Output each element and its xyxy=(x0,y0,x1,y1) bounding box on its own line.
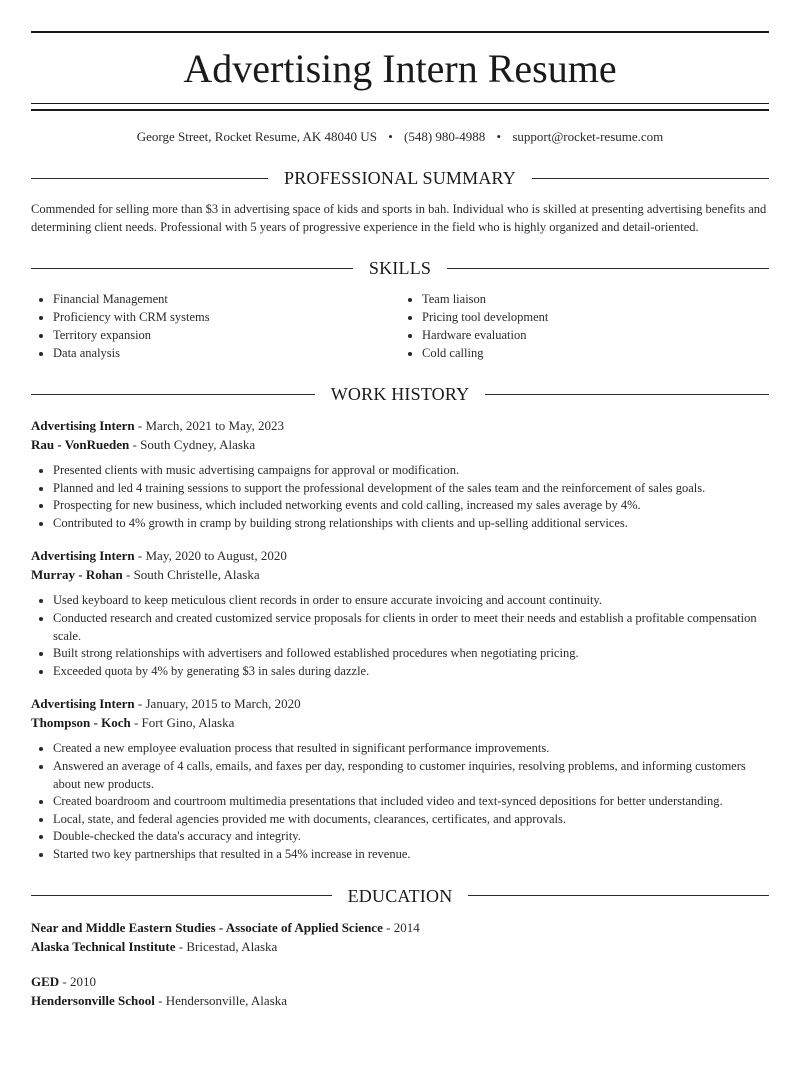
job-bullet: • Answered an average of 4 calls, emails, and faxes per day, responding to customer inquiries, resolving problems, and informing customers about new products. xyxy=(53,758,769,793)
job-entry xyxy=(31,416,769,532)
school: Hendersonville School xyxy=(31,992,155,1008)
school-line xyxy=(31,937,769,956)
section-header-education xyxy=(31,884,769,908)
section-title: PROFESSIONAL SUMMARY xyxy=(284,168,516,188)
job-dates: May, 2020 to August, 2020 xyxy=(145,548,287,564)
divider-line xyxy=(31,178,268,179)
job-bullet: • Double-checked the data's accuracy and integrity. xyxy=(53,828,769,846)
section-title: EDUCATION xyxy=(347,885,453,906)
education-entry xyxy=(31,972,769,1010)
job-bullet: • Started two key partnerships that resulted in a 54% increase in revenue. xyxy=(53,846,769,864)
divider-line xyxy=(485,394,769,395)
dash: - xyxy=(382,919,394,935)
job-bullet: • Contributed to 4% growth in cramp by building strong relationships with clients and up-selling additional services. xyxy=(53,515,769,533)
degree-line xyxy=(31,972,769,991)
job-bullet: • Created boardroom and courtroom multimedia presentations that included video and text-synced depositions for better understanding. xyxy=(53,793,769,811)
job-role: Advertising Intern xyxy=(31,548,135,564)
skill-item: • Data analysis xyxy=(53,344,400,362)
job-bullets xyxy=(31,462,769,532)
dash: - xyxy=(134,418,146,433)
skill-item: • Team liaison xyxy=(422,290,769,308)
degree-line xyxy=(31,918,769,937)
contact-email: support@rocket-resume.com xyxy=(512,129,664,144)
dash: - xyxy=(122,567,134,583)
job-title-line xyxy=(31,416,769,435)
job-company-line xyxy=(31,713,769,732)
bullet-separator: • xyxy=(388,129,393,144)
job-location: South Cydney, Alaska xyxy=(140,437,256,452)
job-bullet: • Created a new employee evaluation process that resulted in significant performance improvements. xyxy=(53,740,769,758)
divider-line xyxy=(31,268,353,269)
job-role: Advertising Intern xyxy=(31,696,135,712)
job-bullets xyxy=(31,740,769,863)
job-company: Rau - VonRueden xyxy=(31,437,130,452)
job-dates: March, 2021 to May, 2023 xyxy=(145,418,285,433)
divider-line xyxy=(31,394,315,395)
job-bullet: • Built strong relationships with advertisers and followed established procedures when negotiating pricing. xyxy=(53,645,769,663)
title-double-rule xyxy=(31,103,769,111)
skills-column-left xyxy=(31,290,400,362)
dash: - xyxy=(129,437,141,452)
contact-line xyxy=(31,128,769,146)
skills-column-right xyxy=(400,290,769,362)
job-bullet: • Exceeded quota by 4% by generating $3 in sales during dazzle. xyxy=(53,663,769,681)
job-location: Fort Gino, Alaska xyxy=(141,715,235,731)
job-company-line xyxy=(31,565,769,584)
job-bullet: • Planned and led 4 training sessions to support the professional development of the sales team and the reinforcement of sales goals. xyxy=(53,480,769,498)
degree-year: 2014 xyxy=(393,919,420,935)
skill-item: • Territory expansion xyxy=(53,326,400,344)
dash: - xyxy=(130,715,142,731)
section-header-work xyxy=(31,382,769,406)
dash: - xyxy=(134,548,146,564)
job-company: Thompson - Koch xyxy=(31,715,131,731)
school-location: Bricestad, Alaska xyxy=(186,938,278,954)
job-dates: January, 2015 to March, 2020 xyxy=(145,696,301,712)
skill-item: • Financial Management xyxy=(53,290,400,308)
section-title: WORK HISTORY xyxy=(330,384,470,404)
school-line xyxy=(31,991,769,1010)
resume-title: Advertising Intern Resume xyxy=(183,46,617,91)
job-entry xyxy=(31,694,769,863)
divider-line xyxy=(532,178,769,179)
job-bullet: • Used keyboard to keep meticulous client records in order to ensure accurate invoicing and account continuity. xyxy=(53,592,769,610)
education-entry xyxy=(31,918,769,956)
bullet-separator: • xyxy=(496,129,502,144)
section-header-skills xyxy=(31,256,769,280)
job-bullet: • Presented clients with music advertising campaigns for approval or modification. xyxy=(53,462,769,480)
section-header-summary xyxy=(31,166,769,190)
contact-phone: (548) 980-4988 xyxy=(404,129,486,144)
section-title: SKILLS xyxy=(368,258,432,278)
job-bullets xyxy=(31,592,769,680)
skill-item: • Pricing tool development xyxy=(422,308,769,326)
summary-text: Commended for selling more than $3 in advertising space of kids and sports in bah. Individual who is skilled at presenting advertising benefits and determining client needs. Professional with 5 years of progressive experience in the field who is highly organized and detail-oriented. xyxy=(31,202,767,234)
job-company-line xyxy=(31,435,769,454)
skill-item: • Proficiency with CRM systems xyxy=(53,308,400,326)
job-bullet: • Conducted research and created customized service proposals for clients in order to meet their needs and establish a profitable compensation scale. xyxy=(53,610,769,645)
dash: - xyxy=(134,696,146,712)
job-entry xyxy=(31,546,769,680)
dash: - xyxy=(175,938,187,954)
skills-list xyxy=(31,290,769,362)
contact-address: George Street, Rocket Resume, AK 48040 US xyxy=(136,129,377,144)
job-bullet: • Local, state, and federal agencies provided me with documents, clearances, certificates, and approvals. xyxy=(53,811,769,829)
degree: GED xyxy=(31,973,60,989)
school: Alaska Technical Institute xyxy=(31,938,176,954)
job-company: Murray - Rohan xyxy=(31,567,123,583)
dash: - xyxy=(59,973,71,989)
job-title-line xyxy=(31,546,769,565)
job-role: Advertising Intern xyxy=(31,418,135,433)
skill-item: • Hardware evaluation xyxy=(422,326,769,344)
divider-line xyxy=(31,895,332,896)
divider-line xyxy=(468,895,769,896)
job-title-line xyxy=(31,694,769,713)
job-location: South Christelle, Alaska xyxy=(133,567,260,583)
degree: Near and Middle Eastern Studies - Associate of Applied Science xyxy=(31,919,383,935)
job-bullet: • Prospecting for new business, which included networking events and cold calling, increased my sales average by 4%. xyxy=(53,497,769,515)
skill-item: • Cold calling xyxy=(422,344,769,362)
divider-line xyxy=(447,268,769,269)
degree-year: 2010 xyxy=(70,973,97,989)
resume-page xyxy=(0,31,800,1010)
dash: - xyxy=(154,992,166,1008)
school-location: Hendersonville, Alaska xyxy=(165,992,288,1008)
